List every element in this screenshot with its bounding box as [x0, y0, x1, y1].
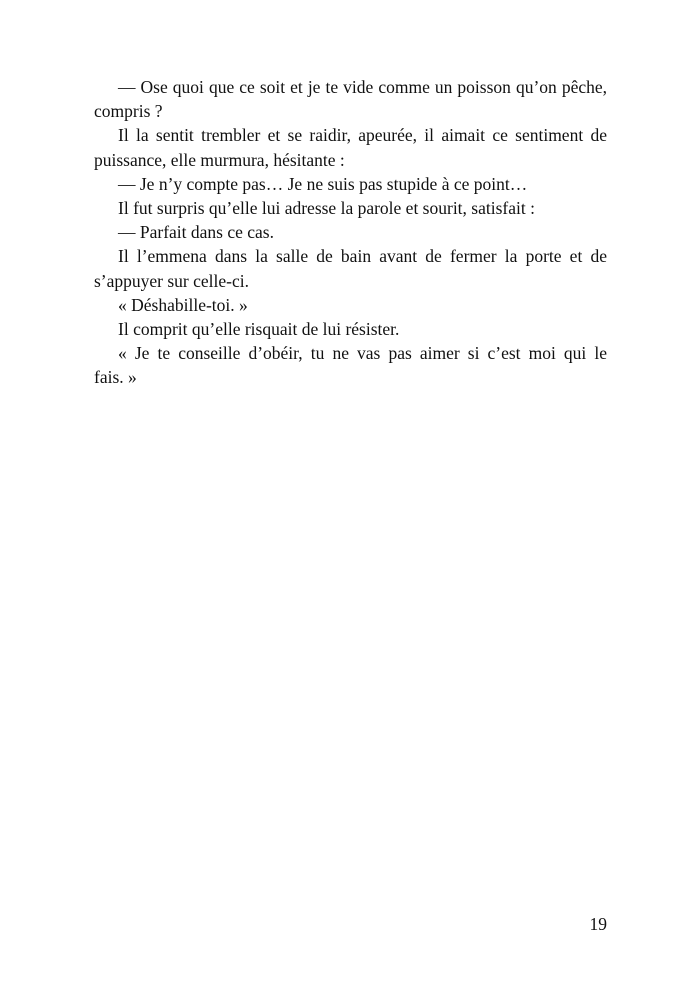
paragraph: [94, 244, 607, 292]
text-line: — Parfait dans ce cas.: [118, 222, 274, 243]
text-line: « Je te conseille d’obéir, tu ne vas pas aimer si c’est moi qui le: [118, 343, 607, 364]
paragraph: [94, 123, 607, 171]
text-line: compris ?: [94, 101, 163, 122]
text-line: Il fut surpris qu’elle lui adresse la parole et sourit, satisfait :: [118, 198, 535, 219]
text-line: — Je n’y compte pas… Je ne suis pas stupide à ce point…: [118, 173, 528, 194]
paragraph: [94, 293, 607, 317]
text-line: Il l’emmena dans la salle de bain avant de fermer la porte et de: [118, 246, 607, 267]
text-line: Il la sentit trembler et se raidir, apeurée, il aimait ce sentiment de: [118, 125, 607, 146]
paragraph: [94, 196, 607, 220]
page-number: 19: [589, 914, 607, 934]
text-line: fais. »: [94, 367, 137, 388]
text-line: Il comprit qu’elle risquait de lui résister.: [118, 319, 400, 340]
paragraph: [94, 220, 607, 244]
text-line: s’appuyer sur celle-ci.: [94, 270, 249, 291]
paragraph: [94, 317, 607, 341]
paragraph: [94, 341, 607, 389]
body-text: [94, 75, 607, 390]
text-line: — Ose quoi que ce soit et je te vide comme un poisson qu’on pêche,: [118, 77, 607, 97]
text-line: puissance, elle murmura, hésitante :: [94, 149, 345, 170]
paragraph: [94, 172, 607, 196]
text-line: « Déshabille-toi. »: [118, 294, 248, 315]
paragraph: [94, 75, 607, 123]
